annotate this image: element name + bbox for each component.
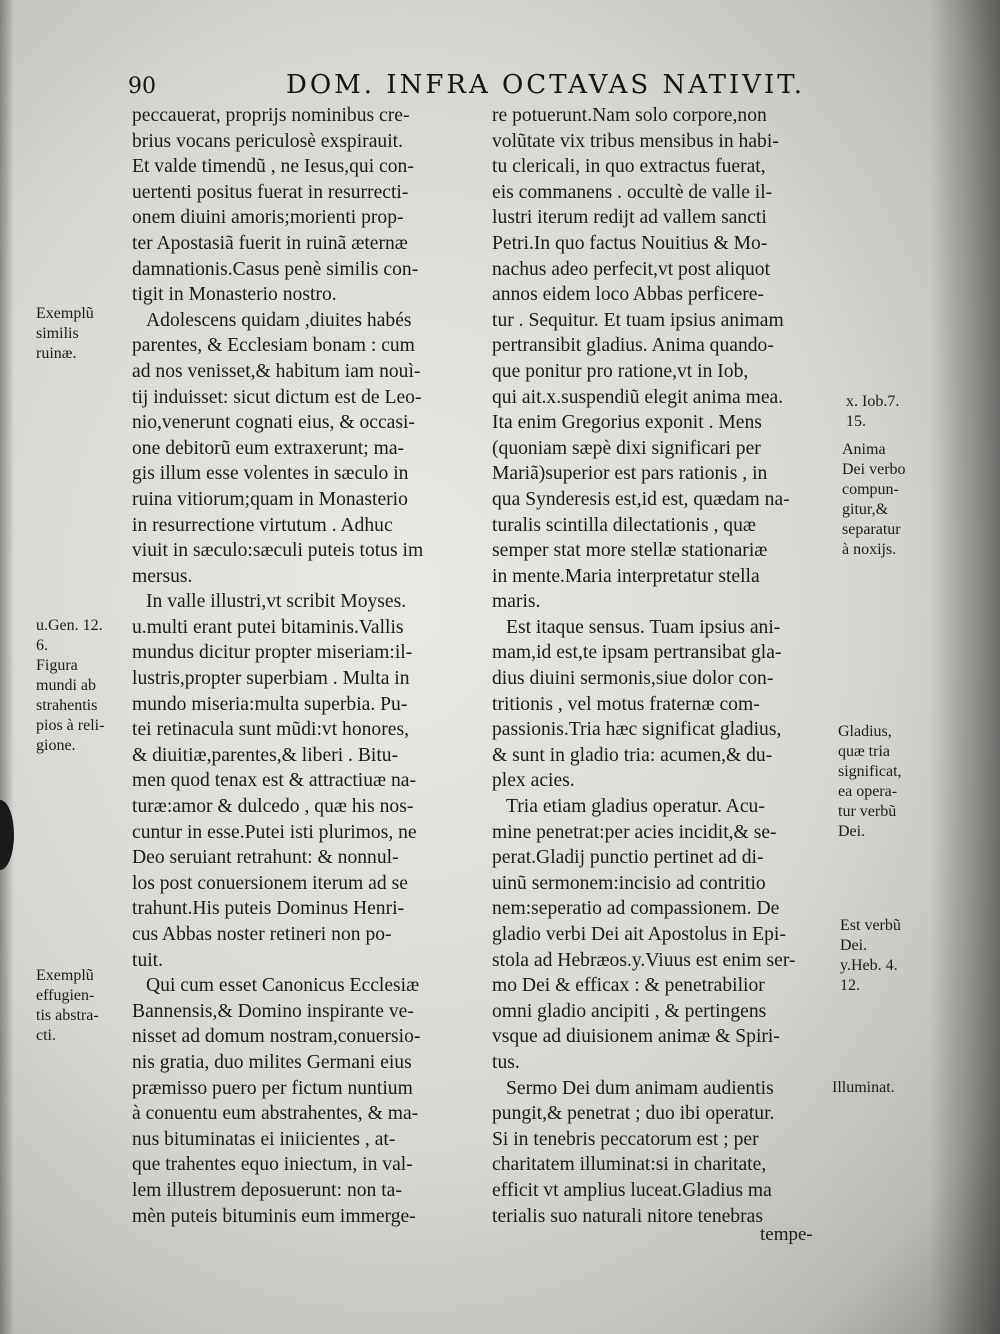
text-line: nem:seperatio ad compassionem. De <box>492 898 780 920</box>
text-line: à conuentu eum abstrahentes, & ma- <box>132 1103 419 1125</box>
text-line: nis gratia, duo milites Germani eius <box>132 1051 412 1073</box>
text-line: nio,venerunt cognati eius, & occasi- <box>132 412 415 434</box>
text-line: trahunt.His puteis Dominus Henri- <box>132 898 405 920</box>
text-line: onem diuini amoris;morienti prop- <box>132 207 404 229</box>
text-line: los post conuersionem iterum ad se <box>132 872 408 894</box>
text-line: ter Apostasiã fuerit in ruinã æternæ <box>132 232 408 254</box>
text-line: damnationis.Casus penè similis con- <box>132 258 419 280</box>
text-line: mersus. <box>132 565 193 587</box>
right-margin-note: Est verbũ Dei. y.Heb. 4. 12. <box>840 917 901 994</box>
text-line: omni gladio ancipiti , & pertingens <box>492 1000 767 1022</box>
text-line: tur . Sequitur. Et tuam ipsius animam <box>492 309 784 331</box>
text-line: Ita enim Gregorius exponit . Mens <box>492 412 762 434</box>
text-line: volũtate vix tribus mensibus in habi- <box>492 130 779 152</box>
text-line: Est itaque sensus. Tuam ipsius ani- <box>506 616 781 638</box>
text-line: annos eidem loco Abbas perficere- <box>492 284 765 306</box>
text-line: tij induisset: sicut dictum est de Leo- <box>132 386 422 408</box>
text-line: nachus adeo perfecit,vt post aliquot <box>492 258 771 280</box>
text-line: mèn puteis bituminis eum immerge- <box>132 1205 416 1227</box>
right-margin-note: x. Iob.7. 15. <box>846 393 900 430</box>
text-line: plex acies. <box>492 770 575 792</box>
text-line: tuit. <box>132 949 164 971</box>
text-line: lustris,propter superbiam . Multa in <box>132 668 410 690</box>
text-line: Petri.In quo factus Nouitius & Mo- <box>492 232 768 254</box>
text-line: Qui cum esset Canonicus Ecclesiæ <box>146 975 420 997</box>
text-line: mundo miseria:multa superbia. Pu- <box>132 693 408 715</box>
left-margin-note: Exemplũ effugien- tis abstra- cti. <box>36 967 99 1044</box>
text-line: mam,id est,te ipsam pertransibat gla- <box>492 642 782 664</box>
text-line: pertransibit gladius. Anima quando- <box>492 335 774 357</box>
text-line: turæ:amor & dulcedo , quæ his nos- <box>132 796 414 818</box>
text-line: qua Synderesis est,id est, quædam na- <box>492 488 790 510</box>
text-line: tritionis , vel motus fraternæ com- <box>492 693 760 715</box>
text-line: pungit,& penetrat ; duo ibi operatur. <box>492 1103 775 1125</box>
text-line: vsque ad diuisionem animæ & Spiri- <box>492 1026 780 1048</box>
text-line: passionis.Tria hæc significat gladius, <box>492 719 782 741</box>
text-line: parentes, & Ecclesiam bonam : cum <box>132 335 415 357</box>
text-line: ad nos venisset,& habitum iam nouì- <box>132 360 421 382</box>
text-line: tus. <box>492 1051 520 1073</box>
text-line: Sermo Dei dum animam audientis <box>506 1077 774 1099</box>
text-line: men quod tenax est & attractiuæ na- <box>132 770 417 792</box>
text-line: & diuitiæ,parentes,& liberi . Bitu- <box>132 744 399 766</box>
text-line: peccauerat, proprijs nominibus cre- <box>132 105 410 126</box>
right-text-column <box>492 103 840 1229</box>
text-line: terialis suo naturali nitore tenebras <box>492 1205 763 1227</box>
text-line: in resurrectione virtutum . Adhuc <box>132 514 393 536</box>
text-line: tu clericali, in quo extractus fuerat, <box>492 156 766 178</box>
text-line: dius diuini sermonis,siue dolor con- <box>492 668 774 690</box>
right-margin-note: Gladius, quæ tria significat, ea opera- tur verbũ Dei. <box>838 723 902 840</box>
text-line: gis illum esse volentes in sæculo in <box>132 463 409 485</box>
text-line: one debitorũ eum extraxerunt; ma- <box>132 437 405 459</box>
page-number: 90 <box>128 74 156 99</box>
text-line: brius vocans periculosè exspirauit. <box>132 130 403 152</box>
text-line: gladio verbi Dei ait Apostolus in Epi- <box>492 924 786 945</box>
text-line: charitatem illuminat:si in charitate, <box>492 1154 767 1176</box>
text-line: & sunt in gladio tria: acumen,& du- <box>492 744 773 766</box>
text-line: tigit in Monasterio nostro. <box>132 284 337 306</box>
text-line: semper stat more stellæ stationariæ <box>492 540 768 562</box>
left-text-column <box>132 103 480 1229</box>
text-line: cus Abbas noster retineri non po- <box>132 924 392 945</box>
text-line: que trahentes equo iniectum, in val- <box>132 1154 413 1176</box>
text-line: stola ad Hebræos.y.Viuus est enim ser- <box>492 949 796 971</box>
text-line: mundus dicitur propter miseriam:il- <box>132 642 413 664</box>
left-margin-note: u.Gen. 12. 6. Figura mundi ab strahentis pios à reli- gione. <box>36 617 105 754</box>
text-line: cuntur in esse.Putei isti plurimos, ne <box>132 821 417 843</box>
text-line: re potuerunt.Nam solo corpore,non <box>492 105 767 126</box>
text-line: (quoniam sæpè dixi significari per <box>492 437 761 459</box>
gutter-shadow <box>930 0 1000 1334</box>
right-margin-note: Illuminat. <box>832 1079 895 1096</box>
text-line: in mente.Maria interpretatur stella <box>492 565 760 587</box>
running-head: DOM. INFRA OCTAVAS NATIVIT. <box>286 70 806 100</box>
text-line: Si in tenebris peccatorum est ; per <box>492 1128 759 1150</box>
text-line: Mariã)superior est pars rationis , in <box>492 463 768 485</box>
text-line: ruina vitiorum;quam in Monasterio <box>132 488 408 510</box>
text-line: mo Dei & efficax : & penetrabilior <box>492 975 765 997</box>
text-line: mine penetrat:per acies incidit,& se- <box>492 821 777 843</box>
text-line: Et valde timendũ , ne Iesus,qui con- <box>132 156 414 178</box>
text-line: tei retinacula sunt mũdi:vt honores, <box>132 719 409 741</box>
text-line: lustri iterum redijt ad vallem sancti <box>492 207 767 229</box>
text-line: u.multi erant putei bitaminis.Vallis <box>132 616 404 638</box>
page-edge-shadow <box>0 0 14 1334</box>
text-line: In valle illustri,vt scribit Moyses. <box>146 591 407 613</box>
text-line: efficit vt amplius luceat.Gladius ma <box>492 1179 772 1201</box>
text-line: turalis scintilla dilectationis , quæ <box>492 514 756 536</box>
text-line: uinũ sermonem:incisio ad contritio <box>492 872 766 894</box>
text-line: nisset ad domum nostram,conuersio- <box>132 1026 421 1048</box>
text-line: nus bituminatas ei iniicientes , at- <box>132 1128 396 1150</box>
text-line: Bannensis,& Domino inspirante ve- <box>132 1000 414 1022</box>
text-line: que ponitur pro ratione,vt in Iob, <box>492 360 749 382</box>
text-line: perat.Gladij punctio pertinet ad di- <box>492 847 764 869</box>
right-margin-note: Anima Dei verbo compun- gitur,& separatur à noxijs. <box>842 441 906 558</box>
text-line: maris. <box>492 591 541 613</box>
text-line: lem illustrem deposuerunt: non ta- <box>132 1179 402 1201</box>
text-line: viuit in sæculo:sæculi puteis totus im <box>132 540 424 562</box>
text-line: eis commanens . occultè de valle il- <box>492 181 773 203</box>
left-margin-note: Exemplũ similis ruinæ. <box>36 305 94 362</box>
catchword: tempe- <box>760 1224 813 1245</box>
text-line: uertenti positus fuerat in resurrecti- <box>132 181 409 203</box>
text-line: præmisso puero per fictum nuntium <box>132 1077 413 1099</box>
text-line: Tria etiam gladius operatur. Acu- <box>506 796 765 818</box>
text-line: qui ait.x.suspendiũ elegit anima mea. <box>492 386 784 408</box>
text-line: Deo seruiant retrahunt: & nonnul- <box>132 847 399 869</box>
text-line: Adolescens quidam ,diuites habés <box>146 309 412 331</box>
